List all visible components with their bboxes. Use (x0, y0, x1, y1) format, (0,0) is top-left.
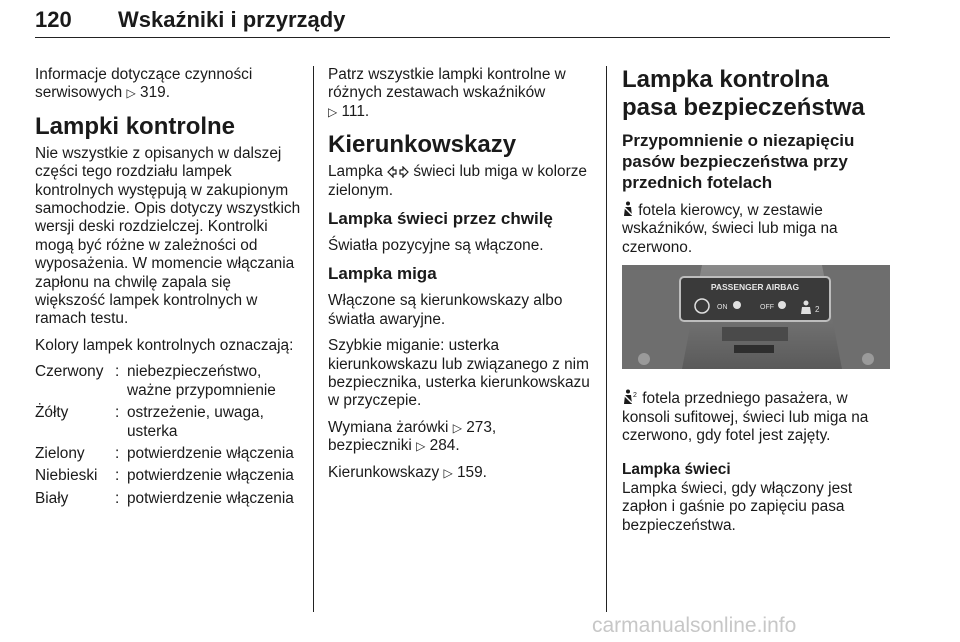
color-meaning: potwierdzenie włączenia (127, 467, 294, 485)
section-heading-turn-signals: Kierunkowskazy (328, 131, 517, 159)
seatbelt-icon (622, 202, 638, 219)
color-name: Żółty (35, 404, 69, 422)
chapter-title: Wskaźniki i przyrządy (118, 7, 346, 32)
position-lights-text: Światła pozycyjne są włączone. (328, 237, 544, 255)
column-3 (622, 66, 890, 543)
airbag-off-icon (778, 301, 786, 309)
table-row (35, 467, 303, 489)
triangle-right-icon: ▷ (126, 86, 136, 101)
seat-number: 2 (815, 305, 820, 315)
turn-signal-description: Lampka świeci lub miga w kolorze zielonym. (328, 163, 587, 199)
separator: : (115, 467, 120, 485)
column-1 (35, 66, 303, 512)
colors-intro: Kolory lampek kontrolnych oznaczają: (35, 336, 294, 354)
column-divider-2 (606, 66, 607, 612)
separator: : (115, 489, 120, 507)
instrument-sets-paragraph: Patrz wszystkie lampki kontrolne w różnych zestawach wskaźników ▷ 111. (328, 66, 566, 120)
triangle-right-icon: ▷ (416, 439, 426, 454)
color-name: Biały (35, 489, 69, 507)
color-meaning: potwierdzenie włączenia (127, 489, 294, 507)
flashing-reason-text: Włączone są kierunkowskazy albo światła awaryjne. (328, 292, 563, 328)
seatbelt-icon (622, 390, 642, 407)
svg-text:2: 2 (633, 392, 637, 400)
header-rule (35, 37, 890, 38)
table-row (35, 404, 303, 445)
console-slot (722, 327, 788, 341)
passenger-seatbelt-text: 2 fotela przedniego pasażera, w konsoli sufitowej, świeci lub miga na czerwono, gdy fotel jest zajęty. (622, 390, 869, 445)
triangle-right-icon: ▷ (452, 420, 462, 435)
airbag-on-icon (733, 301, 741, 309)
service-info-paragraph: Informacje dotyczące czynności serwisowych ▷ 319. (35, 66, 253, 102)
color-meaning: potwierdzenie włączenia (127, 444, 294, 462)
turn-signal-arrows-icon (387, 163, 413, 180)
triangle-right-icon: ▷ (443, 465, 453, 480)
seatbelt-icon (804, 301, 809, 306)
separator: : (115, 404, 120, 422)
panel-label: PASSENGER AIRBAG (710, 282, 800, 293)
page-reference-link[interactable]: 319. (140, 84, 170, 102)
section-heading-seatbelt: Lampka kontrolna pasa bezpieczeństwa (622, 66, 865, 121)
page-reference-link[interactable]: 111. (341, 102, 370, 120)
table-row (35, 445, 303, 467)
right-lamp (862, 353, 874, 365)
color-name: Czerwony (35, 363, 104, 381)
table-row (35, 363, 303, 404)
page-reference-link[interactable]: 284. (429, 437, 460, 455)
color-meaning: ostrzeżenie, uwaga, usterka (127, 404, 264, 440)
watermark: carmanualsonline.info (592, 614, 797, 637)
subheading-light-briefly: Lampka świeci przez chwilę (328, 209, 553, 229)
section-heading-warning-lights: Lampki kontrolne (35, 112, 236, 140)
console-button (734, 345, 774, 353)
page-reference-link[interactable]: 273, (466, 418, 497, 436)
left-lamp (638, 353, 650, 365)
on-label: ON (717, 304, 728, 312)
light-on-text: Lampka świeci, gdy włączony jest zapłon i gaśnie po zapięciu pasa bezpieczeństwa. (622, 479, 853, 534)
subheading-light-flashes: Lampka miga (328, 264, 437, 284)
color-name: Niebieski (35, 467, 98, 485)
warning-lights-description: Nie wszystkie z opisanych w dalszej części tego rozdziału lampek kontrolnych występują w zakupionym samochodzie. Opis dotyczy wszystkich wersji deski rozdzielczej. Kontrolki mogą być różne w zależności od wyposażenia. W momencie włączania zapłonu na chwilę zapala się większość lampek kontrolnych w ramach testu. (35, 144, 301, 328)
page-number: 120 (35, 7, 72, 32)
separator: : (115, 363, 120, 381)
separator: : (115, 444, 120, 462)
table-row (35, 490, 303, 512)
driver-seatbelt-text: fotela kierowcy, w zestawie wskaźników, świeci lub miga na czerwono. (622, 202, 838, 256)
page-reference-link[interactable]: 159. (457, 463, 487, 481)
off-label: OFF (760, 304, 774, 312)
page-header (35, 4, 890, 38)
subheading-light-on: Lampka świeci (622, 461, 731, 479)
turn-signals-reference: Kierunkowskazy ▷ 159. (328, 463, 487, 481)
color-meaning: niebezpieczeństwo, ważne przypomnienie (127, 363, 276, 399)
column-divider-1 (313, 66, 314, 612)
column-2 (328, 66, 594, 490)
colors-table (35, 363, 303, 512)
fast-flashing-text: Szybkie miganie: usterka kierunkowskazu lub związanego z nim bezpiecznika, usterka kierunkowskazu w przyczepie. (328, 337, 590, 410)
bulb-fuse-references: Wymiana żarówki ▷ 273, bezpieczniki ▷ 284. (328, 418, 497, 455)
overhead-console-photo (622, 265, 890, 369)
triangle-right-icon: ▷ (328, 104, 338, 119)
color-name: Zielony (35, 444, 85, 462)
subheading-seatbelt-reminder: Przypomnienie o niezapięciu pasów bezpieczeństwa przy przednich fotelach (622, 131, 855, 192)
